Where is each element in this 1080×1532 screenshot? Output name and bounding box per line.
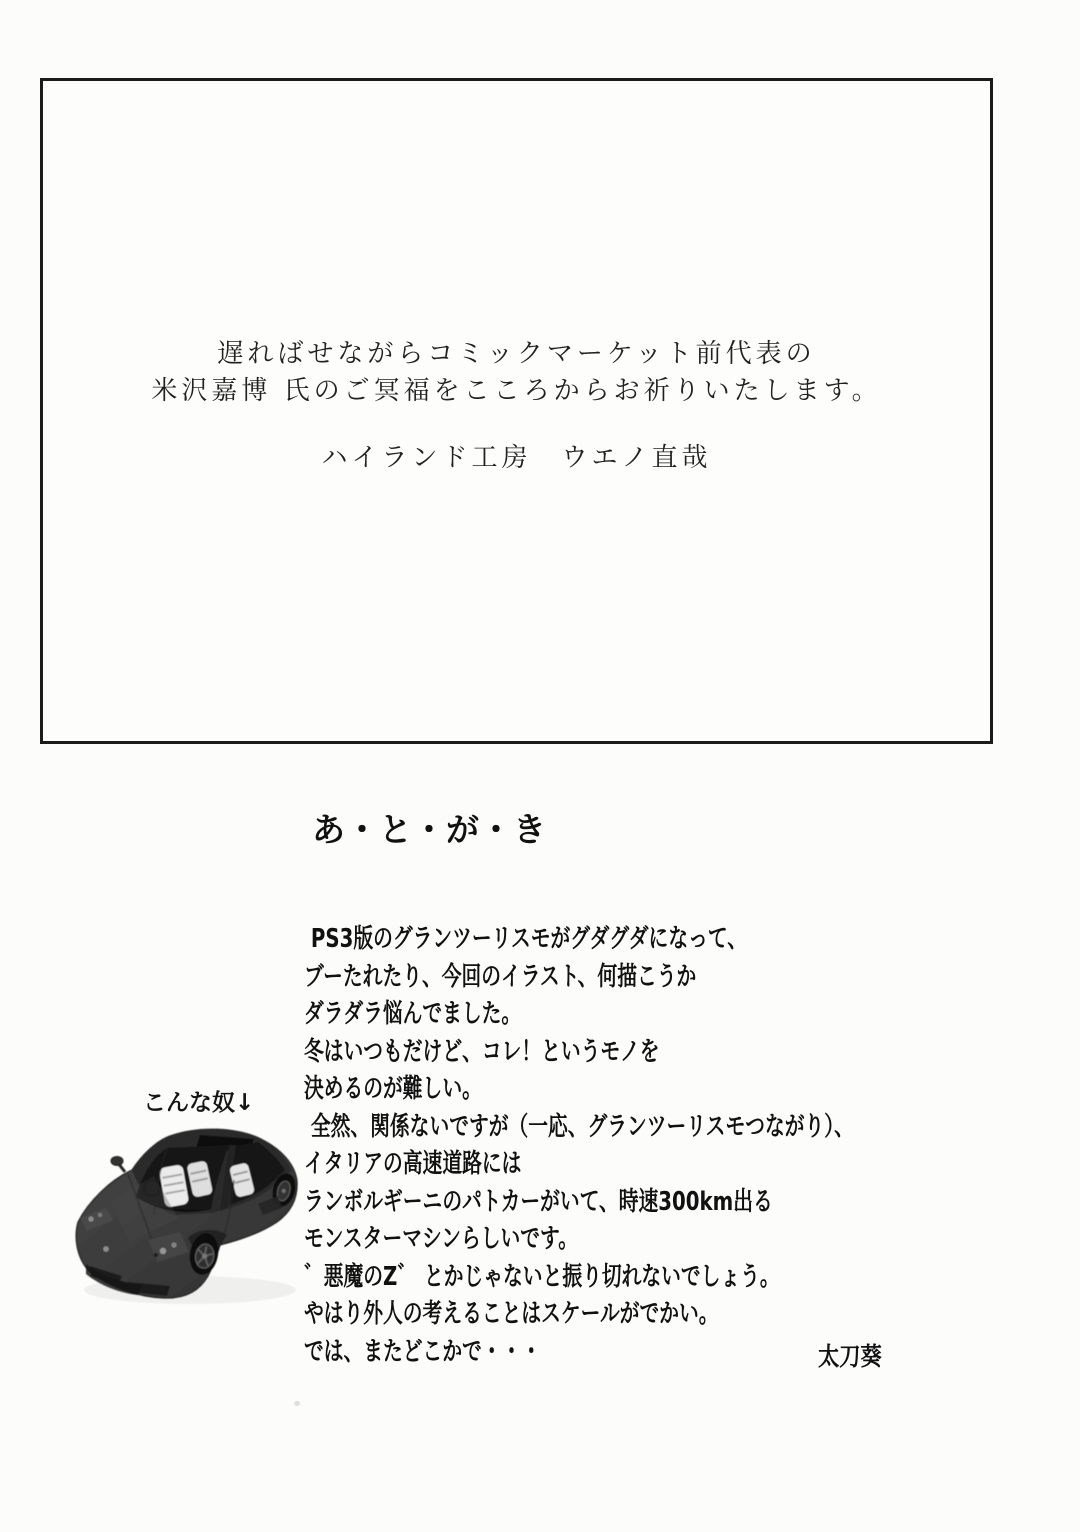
afterword-line: ブーたれたり、今回のイラスト、何描こうか [304, 961, 697, 992]
memorial-signature: ハイランド工房 ウエノ直哉 [321, 443, 712, 473]
afterword-line: ゛悪魔のZ゛ とかじゃないと振り切れないでしょう。 [304, 1261, 780, 1292]
afterword-line: 冬はいつもだけど、コレ！というモノを [304, 1036, 660, 1067]
afterword-author-signature: 太刀葵 [818, 1342, 882, 1371]
afterword-line: やはり外人の考えることはスケールがでかい。 [304, 1299, 719, 1329]
memorial-text-line1: 遅ればせながらコミックマーケット前代表の [217, 339, 816, 369]
afterword-line: PS3版のグランツーリスモがグダグダになって、 [304, 924, 747, 954]
memorial-text-line2: 米沢嘉博 氏のご冥福をこころからお祈りいたします。 [151, 376, 882, 406]
afterword-line: ダラダラ悩んでました。 [304, 999, 522, 1029]
afterword-line: モンスターマシンらしいです。 [304, 1224, 578, 1254]
lamborghini-car-image [62, 1118, 314, 1318]
lamborghini-car-svg [62, 1118, 314, 1318]
afterword-line: ランボルギーニのパトカーがいて、時速300km出る [304, 1186, 773, 1217]
afterword-line: 全然、関係ないですが（一応、グランツーリスモつながり）、 [304, 1111, 854, 1142]
afterword-heading: あ・と・が・き [312, 810, 547, 849]
afterword-line: 決めるのが難しい。 [304, 1074, 482, 1104]
car-caption-label: こんな奴↓ [143, 1090, 255, 1116]
memorial-box [40, 78, 993, 744]
afterword-line: では、またどこかで・・・ [304, 1336, 542, 1367]
scan-speck [294, 1401, 300, 1406]
afterword-line: イタリアの高速道路には [304, 1149, 522, 1179]
afterword-body [304, 921, 942, 1371]
